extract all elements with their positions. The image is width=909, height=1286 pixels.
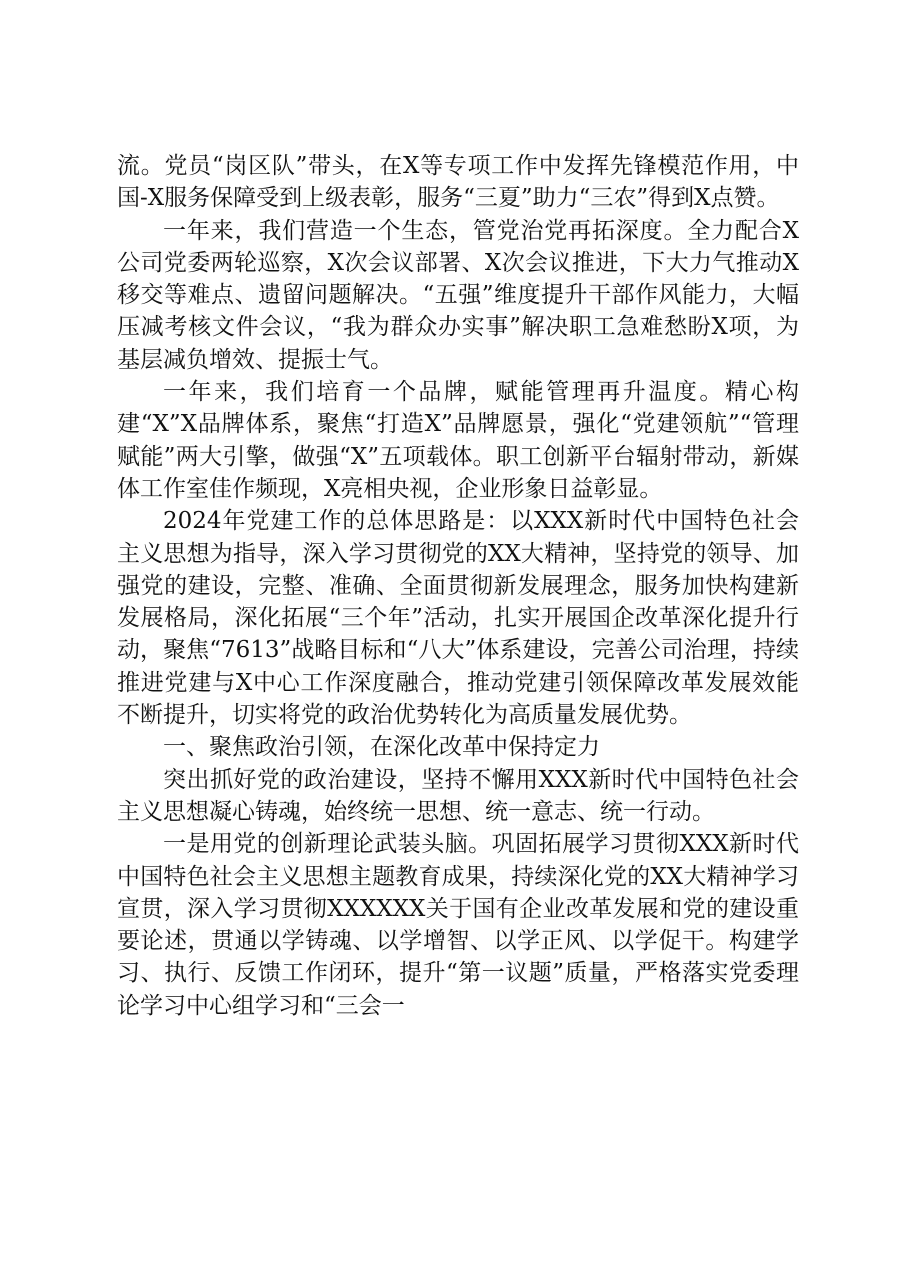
paragraph-political-building: 突出抓好党的政治建设，坚持不懈用XXX新时代中国特色社会主义思想凝心铸魂，始终统一思想、统一意志、统一行动。 (117, 766, 799, 825)
paragraph-theory-arming: 一是用党的创新理论武装头脑。巩固拓展学习贯彻XXX新时代中国特色社会主义思想主题教育成果，持续深化党的XX大精神学习宣贯，深入学习贯彻XXXXXX关于国有企业改革发展和党的建设重要论述，贯通以学铸魂、以学增智、以学正风、以学促干。构建学习、执行、反馈工作闭环，提升“第一议题”质量，严格落实党委理论学习中心组学习和“三会一 (117, 831, 799, 1019)
paragraph-overall-approach: 2024年党建工作的总体思路是：以XXX新时代中国特色社会主义思想为指导，深入学习贯彻党的XX大精神，坚持党的领导、加强党的建设，完整、准确、全面贯彻新发展理念，服务加快构建新发展格局，深化拓展“三个年”活动，扎实开展国企改革深化提升行动，聚焦“7613”战略目标和“八大”体系建设，完善公司治理，持续推进党建与X中心工作深度融合，推动党建引领保障改革发展效能不断提升，切实将党的政治优势转化为高质量发展优势。 (117, 508, 799, 729)
document-body (117, 150, 799, 1022)
paragraph-ecosystem: 一年来，我们营造一个生态，管党治党再拓深度。全力配合X公司党委两轮巡察，X次会议部署、X次会议推进，下大力气推动X移交等难点、遗留问题解决。“五强”维度提升干部作风能力，大幅压减考核文件会议，“我为群众办实事”解决职工急难愁盼X项，为基层减负增效、提振士气。 (117, 217, 799, 373)
paragraph-brand: 一年来，我们培育一个品牌，赋能管理再升温度。精心构建“X”X品牌体系，聚焦“打造X”品牌愿景，强化“党建领航”“管理赋能”两大引擎，做强“X”五项载体。职工创新平台辐射带动，新媒体工作室佳作频现，X亮相央视，企业形象日益彰显。 (117, 379, 799, 502)
section-heading: 一、聚焦政治引领，在深化改革中保持定力 (163, 734, 600, 761)
paragraph-continuation: 流。党员“岗区队”带头，在X等专项工作中发挥先锋模范作用，中国-X服务保障受到上级表彰，服务“三夏”助力“三农”得到X点赞。 (117, 153, 799, 212)
